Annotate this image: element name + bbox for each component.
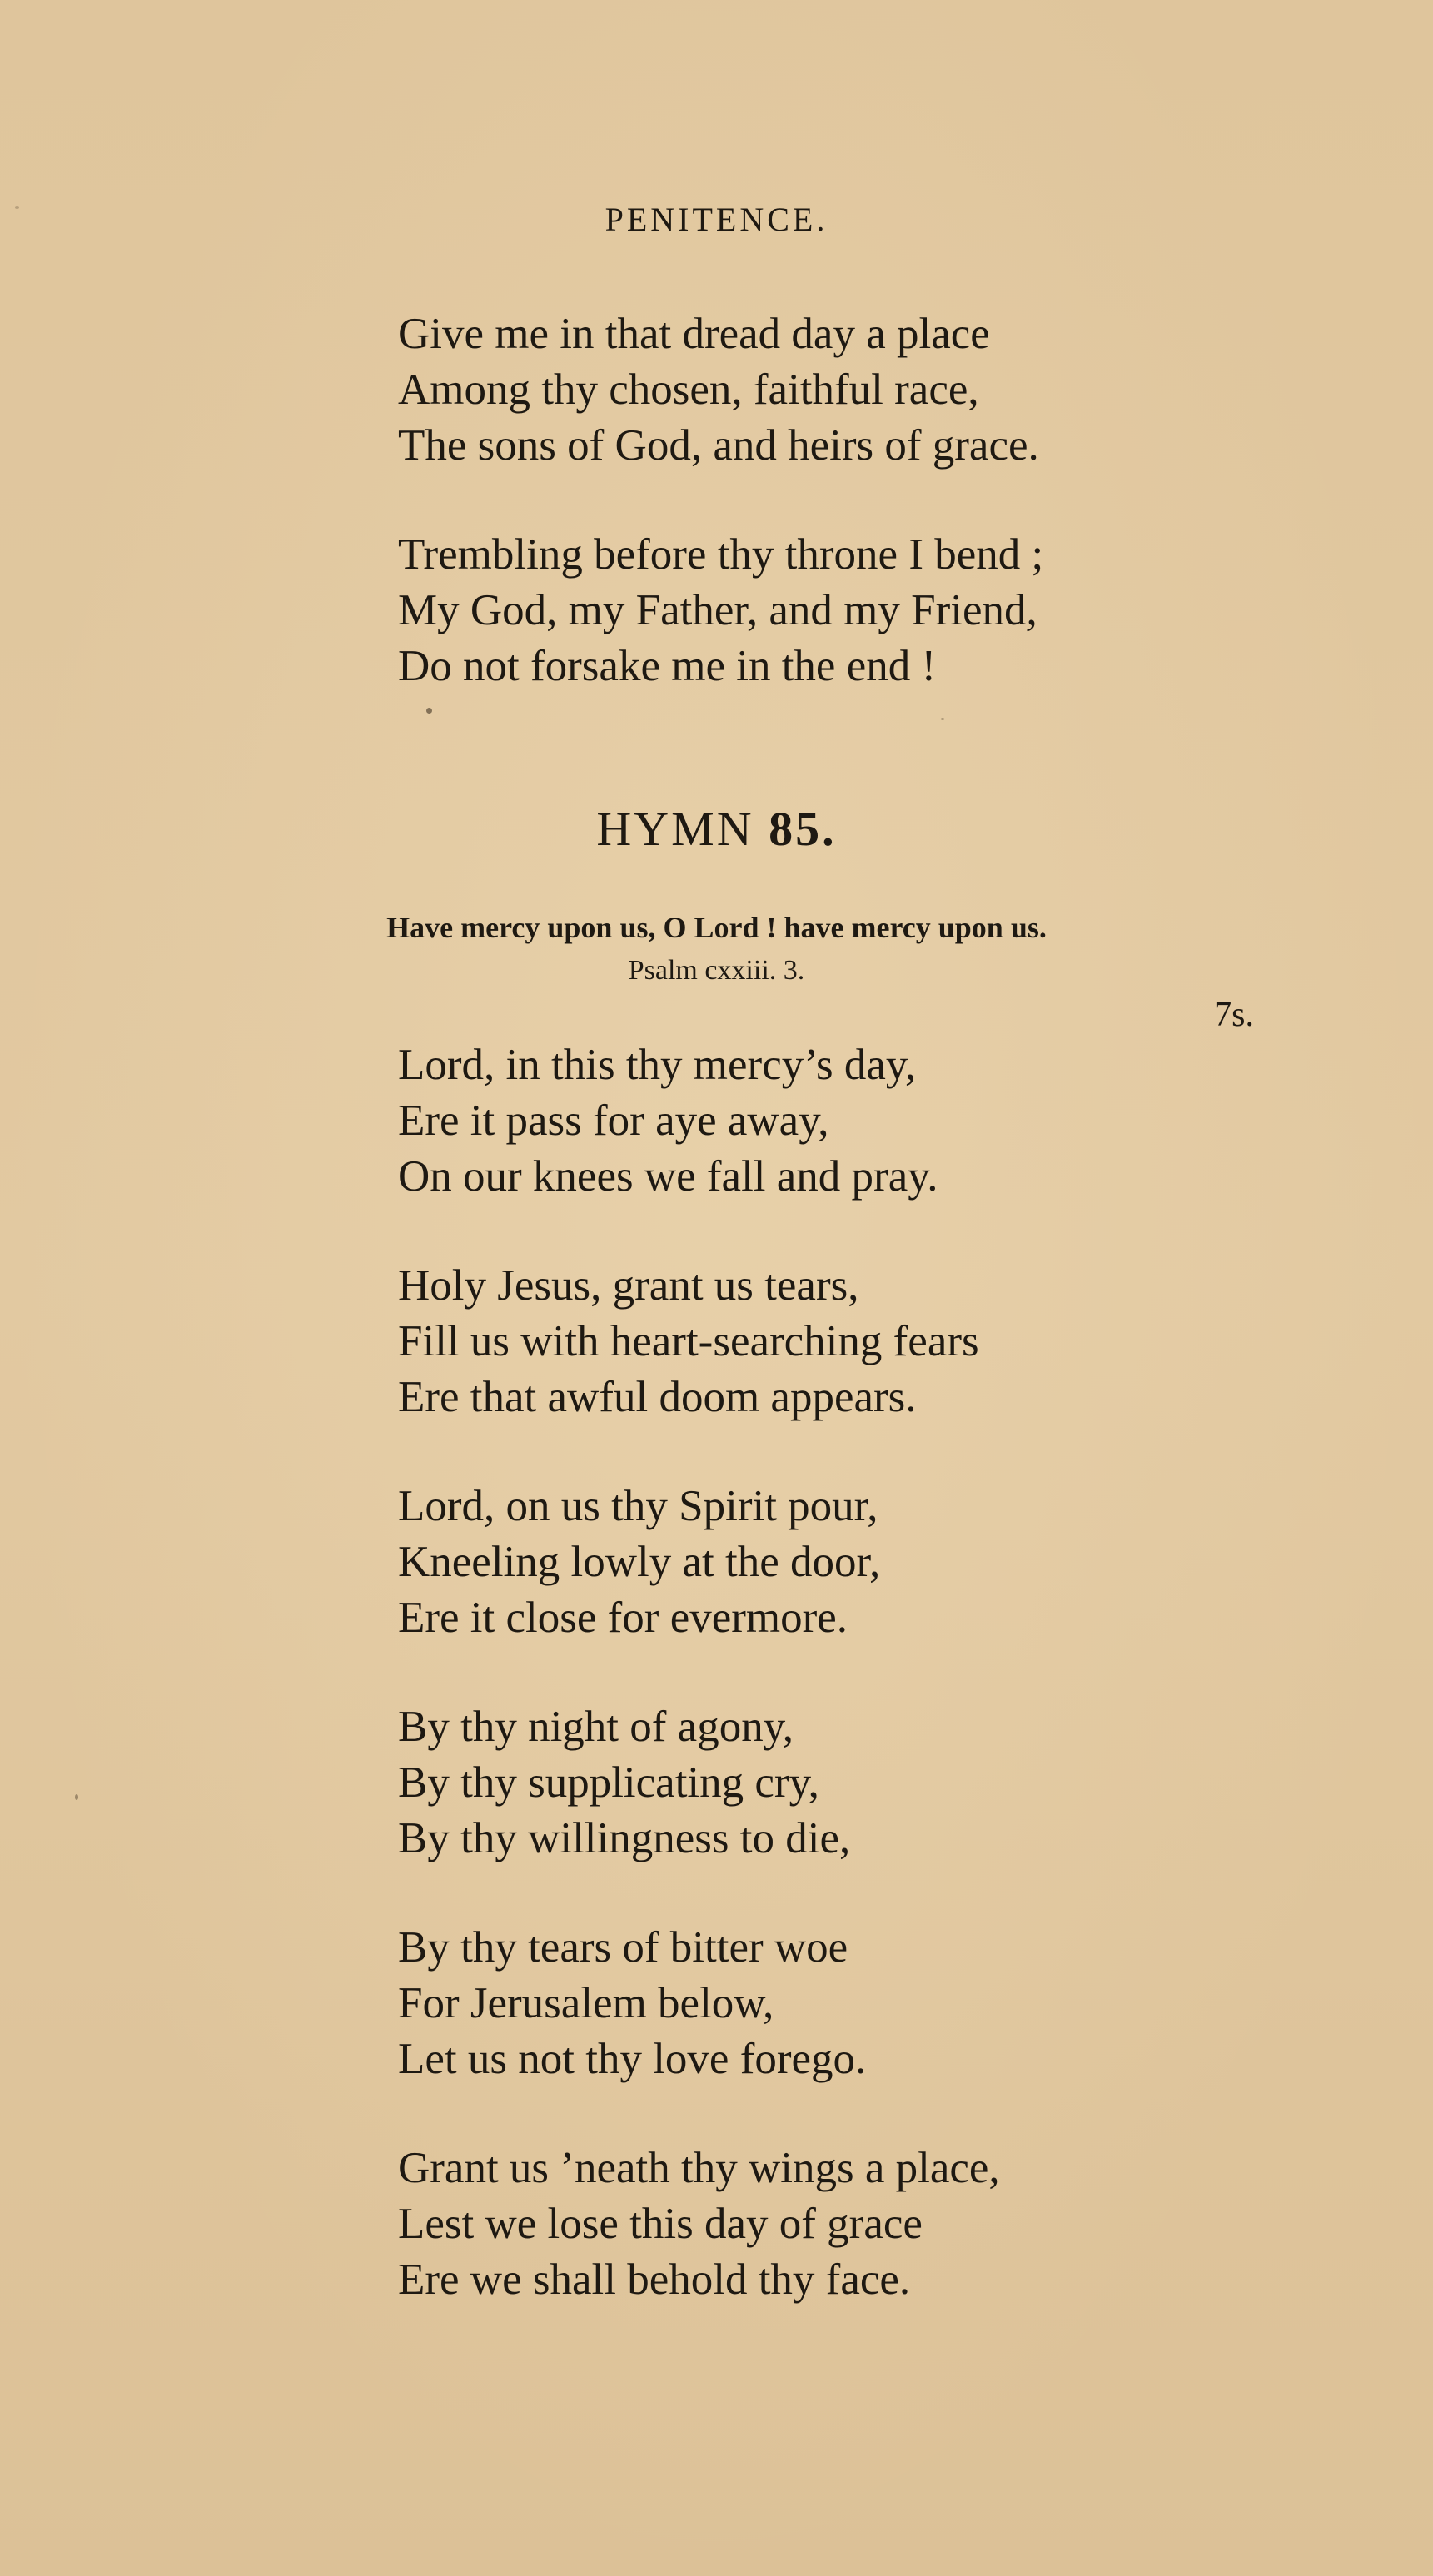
ink-speck [15, 206, 19, 209]
hymn-stanza-3 [398, 1479, 880, 1646]
hymn-epigraph: Have mercy upon us, O Lord ! have mercy upon us. [386, 911, 1047, 944]
verse-line: Fill us with heart-searching fears [398, 1317, 979, 1365]
hymn-stanza-4 [398, 1699, 850, 1867]
verse-line: On our knees we fall and pray. [398, 1152, 938, 1201]
verse-line: Grant us ’neath thy wings a place, [398, 2144, 1000, 2192]
verse-line: Lord, on us thy Spirit pour, [398, 1482, 878, 1530]
running-head: PENITENCE. [605, 201, 828, 238]
verse-line: Kneeling lowly at the door, [398, 1538, 881, 1586]
hymn-title [0, 801, 1433, 857]
verse-line: Among thy chosen, faithful race, [398, 366, 979, 414]
verse-line: Ere that awful doom appears. [398, 1373, 917, 1421]
scripture-citation: Psalm cxxiii. 3. [628, 955, 805, 986]
verse-line: Lest we lose this day of grace [398, 2200, 923, 2248]
ink-speck [941, 718, 944, 720]
verse-line: Ere we shall behold thy face. [398, 2255, 911, 2304]
verse-line: By thy tears of bitter woe [398, 1923, 848, 1972]
verse-line: Ere it close for evermore. [398, 1594, 848, 1642]
previous-hymn-stanza-1 [398, 306, 1039, 474]
ink-speck [75, 1794, 78, 1800]
verse-line: Give me in that dread day a place [398, 310, 990, 358]
verse-line: Holy Jesus, grant us tears, [398, 1261, 859, 1310]
verse-line: Let us not thy love forego. [398, 2035, 867, 2083]
hymn-number: 85. [769, 802, 837, 856]
verse-line: Ere it pass for aye away, [398, 1097, 829, 1145]
verse-line: Trembling before thy throne I bend ; [398, 530, 1044, 579]
verse-line: By thy night of agony, [398, 1703, 794, 1751]
hymn-stanza-6 [398, 2141, 1000, 2308]
verse-line: For Jerusalem below, [398, 1979, 774, 2027]
hymn-stanza-1 [398, 1037, 938, 1205]
hymn-meter: 7s. [1214, 996, 1254, 1034]
hymn-stanza-2 [398, 1258, 979, 1425]
verse-line: Do not forsake me in the end ! [398, 642, 937, 690]
previous-hymn-stanza-2 [398, 527, 1043, 694]
hymn-label: HYMN [596, 802, 754, 856]
hymn-stanza-5 [398, 1920, 866, 2087]
verse-line: The sons of God, and heirs of grace. [398, 421, 1039, 470]
verse-line: Lord, in this thy mercy’s day, [398, 1041, 917, 1089]
verse-line: My God, my Father, and my Friend, [398, 586, 1037, 634]
ink-speck [426, 708, 432, 714]
verse-line: By thy willingness to die, [398, 1814, 851, 1862]
verse-line: By thy supplicating cry, [398, 1758, 819, 1807]
